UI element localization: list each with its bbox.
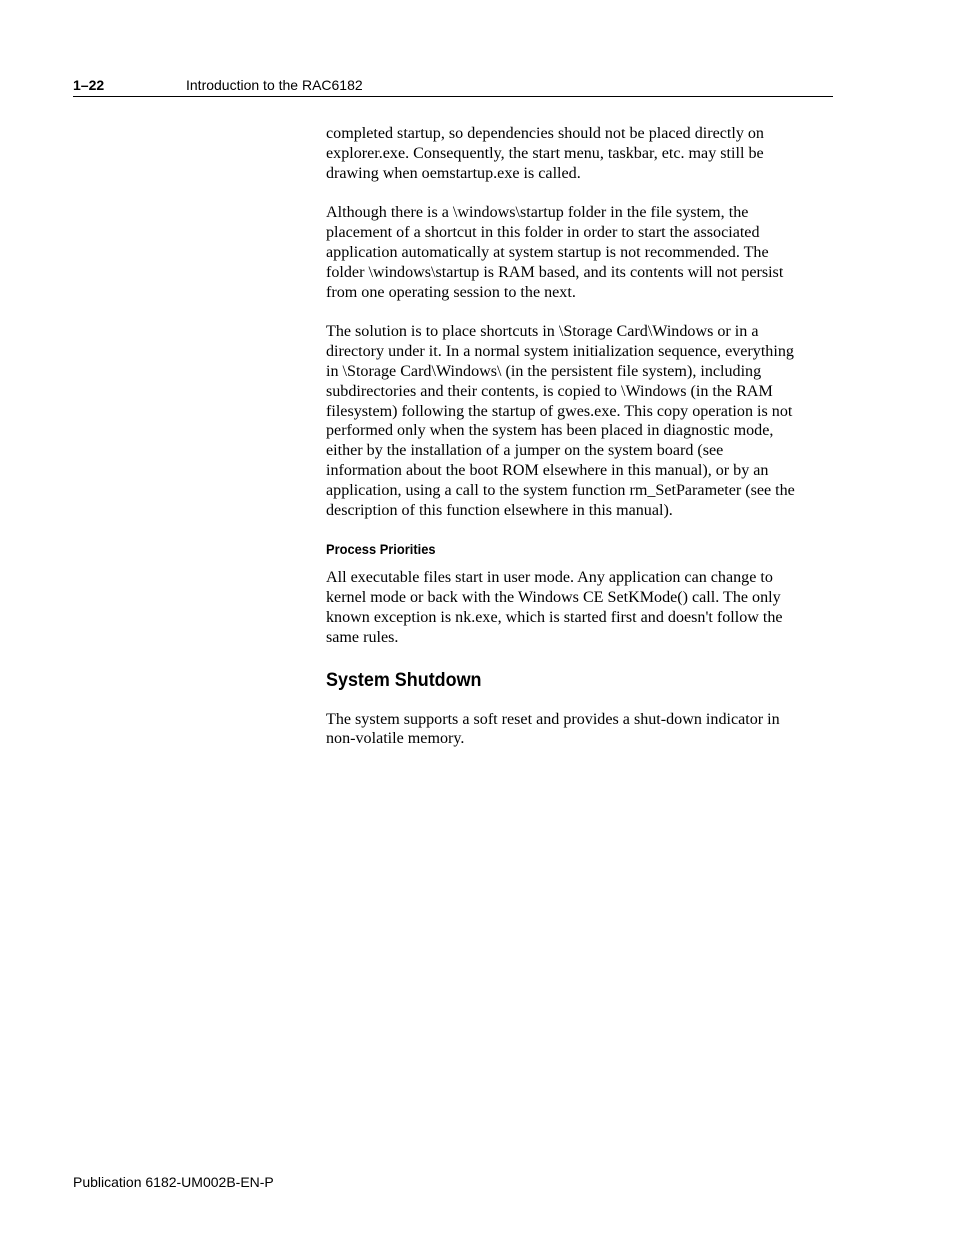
paragraph-user-mode: All executable files start in user mode. Any application can change to kernel mode or back with the Windows CE SetKMode() call. The only known exception is nk.exe, which is started first and doesn't follow the same rules. bbox=[326, 569, 783, 646]
main-content bbox=[326, 124, 836, 769]
paragraph-storage-card-solution: The solution is to place shortcuts in \Storage Card\Windows or in a directory under it. In a normal system initialization sequence, everything in \Storage Card\Windows\ (in the persistent file system), including subdirectories and their contents, is copied to \Windows (in the RAM filesystem) following the startup of gwes.exe. This copy operation is not performed only when the system has been placed in diagnostic mode, either by the installation of a jumper on the system board (see information about the boot ROM elsewhere in this manual), or by an application, using a call to the system function rm_SetParameter (see the description of this function elsewhere in this manual). bbox=[326, 323, 795, 519]
paragraph-startup-dependencies: completed startup, so dependencies should not be placed directly on explorer.exe. Consequently, the start menu, taskbar, etc. may still be drawing when oemstartup.exe is called. bbox=[326, 125, 764, 182]
heading-system-shutdown: System Shutdown bbox=[326, 668, 482, 691]
page-number: 1–22 bbox=[73, 77, 105, 93]
paragraph-startup-folder: Although there is a \windows\startup folder in the file system, the placement of a shortcut in this folder in order to start the associated application automatically at system startup is not recommended. The folder \windows\startup is RAM based, and its contents will not persist from one operating session to the next. bbox=[326, 204, 784, 301]
page-header bbox=[73, 76, 833, 97]
heading-process-priorities: Process Priorities bbox=[326, 541, 436, 558]
running-title: Introduction to the RAC6182 bbox=[186, 77, 363, 93]
paragraph-soft-reset: The system supports a soft reset and provides a shut-down indicator in non-volatile memory. bbox=[326, 710, 780, 748]
page-footer: Publication 6182-UM002B-EN-P bbox=[73, 1174, 274, 1190]
